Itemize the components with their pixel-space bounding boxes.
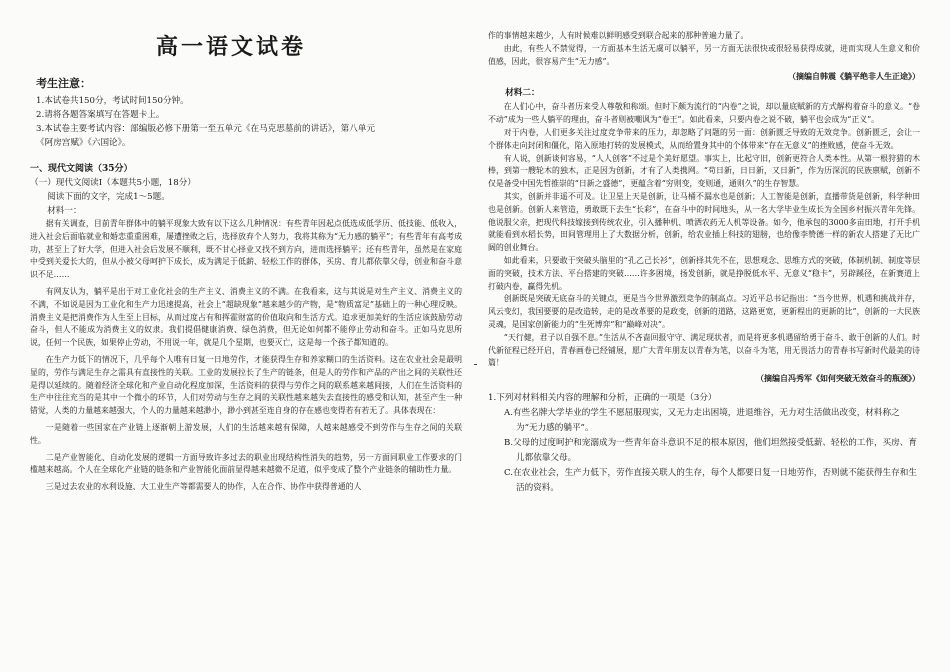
reading-instruction: 阅读下面的文字，完成1～5题。 <box>47 192 170 202</box>
material-paragraph: 如此看来，只要敢于突破头脑里的“孔乙己长衫”，创新择其先不在，思想观念、思维方式的突破，体制机制、制度等层面的突破，技术方法、平台搭建的突破……许多困境，扬发创新，就是挣脱低水平、无意义“稳卡”，另辟蹊径，在新赛道上打破内卷，赢得先机。 <box>488 255 920 291</box>
material-paragraph: 有人说，创新谈何容易，“人人创客”不过是个美好愿望。事实上，比起守旧，创新更符合人类本性。从第一根狩猎的木棒，到第一艘轮木的独木，正是因为创新，才有了人类携网。“苟日新，日日新，又日新”，作为历深沉的民族禀赋，创新不仅是备受中国先哲推崇的“日新之盛德”，更蕴含着“穷则变，变则通，通则久”的生存智慧。 <box>488 153 920 189</box>
material-paragraph: 由此，有些人不禁觉得，一方面基本生活无虞可以躺平，另一方面无法很快或很轻易获得成就，进而实现人生意义和价值感，因此，很容易产生“无力感”。 <box>488 43 920 66</box>
material-label: 材料二： <box>505 88 540 99</box>
question-stem: 1.下列对材料相关内容的理解和分析，正确的一项是（3分） <box>488 393 717 404</box>
subsection-heading: （一）现代文阅读Ⅰ（本题共5小题，18分） <box>30 178 196 188</box>
material-paragraph: 创新既是突破无底奋斗的关键点，更是当今世界激烈竞争的制高点。习近平总书记指出：“当今世界，机遇和挑战并存，风云变幻，我国要要的是改造转，走的是改革要的是政变，创新的道路，这路更宽，更新程出的更新的比”，创新的一大民族灵魂，是国家创新能力的“生死博弈”和“巅峰对决”。 <box>488 294 920 329</box>
question-option: C.在农业社会，生产力低下，劳作直接关联人的生存，每个人都要日复一日地劳作，否则就不能获得生存和生活的资料。 <box>504 468 917 494</box>
question-option: A.有些名牌大学毕业的学生不愿屈服现实，又无力走出困境，进退维谷，无力对生活做出改变，材料称之为“无力感的躺平”。 <box>504 408 900 434</box>
material-paragraph: 据有关调查，目前青年群体中的躺平现象大致有以下这么几种情况：有些青年因起点低选成低学历、低技能、低收入，进入社会后面临就业和婚恋重重困难，屡遭挫败之后，选择放弃个人努力，我将其称为“无力感的躺平”；有些青年有高考成功，甚至上了好大学，但进入社会后发展不顺利，既不甘心择业又找不到方向，进而选择躺平；还有些青年，虽然是在家庭中受到关爱长大的，但从小被父母呵护下成长，成为满足于低薪、轻松工作的群体，买房、育儿都依靠父母，创业和奋斗意识不足…… <box>30 219 462 280</box>
material-paragraph: 对于内卷，人们更多关注过度竞争带来的压力，却忽略了问题的另一面：创新匮乏导致的无效竞争。创新匮乏，会让一个群体走向封闭和僵化，陷入原地打转的发展模式，从而给置身其中的个体带来“存在无意义”的挫败感，使奋斗无效。 <box>488 127 920 150</box>
left-column <box>30 0 462 494</box>
notice-line: 1.本试卷共150分，考试时间150分钟。 <box>36 96 189 106</box>
source-citation: （摘编自韩震《躺平绝非人生正途》） <box>788 71 920 82</box>
notice-line: 《阿房宫赋》《六国论》。 <box>36 138 131 148</box>
material-paragraph: 作的事情越来越少，人有时候难以鲜明感受到联合起来的那种普遍力量了。 <box>488 31 749 40</box>
material-paragraph: 有网友认为，躺平是出于对工业化社会的生产主义、消费主义的不满。在我看来，这与其说是对生产主义、消费主义的不满，不如说是因为工业化和生产力迅速提高，社会上“超缺现象”越来越少的产物，是“物质富足”基础上的一种心理反映。消费主义是把消费作为人生至上目标，从而过度占有和挥霍财富的价值取向和生活方式。追求更加美好的生活应该鼓励劳动奋斗，但人不能成为消费主义的奴隶。我们提倡健康消费、绿色消费，但无论如何都不能停止劳动和奋斗。正如马克思所说，任何一个民族，如果停止劳动，不用说一年，就是几个星期，也要灭亡，这是每一个孩子都知道的。 <box>30 286 462 348</box>
right-column <box>488 30 920 496</box>
material-paragraph: 二是产业智能化、自动化发展的逻辑一方面导致许多过去的职业出现结构性消失的趋势，另一方面同职业工作要求的门槛越来越高。个人在全球化产业链的链条和产业智能化面前显得越来越微不足道，似乎变成了整个产业链条的辅助性力量。 <box>30 452 462 475</box>
source-citation: （摘编自冯秀军《如何突破无效奋斗的瓶颈》） <box>756 373 920 384</box>
exam-title: 高一语文试卷 <box>155 34 306 60</box>
notice-line: 3.本试卷主要考试内容：部编版必修下册第一至五单元《在马克思墓前的讲话》，第八单元 <box>36 124 376 134</box>
material-paragraph: 在生产力低下的情况下，几乎每个人唯有日复一日地劳作，才能获得生存和养家糊口的生活资料。这在农业社会是最明显的，劳作与满足生存之需具有直接性的关联。工业的发展拉长了生产的链条，但是人的劳作和产品的产出之间的关联性还是得以延续的。随着经济全球化和产业自动化程度加深，生活资料的获得与劳作之间的联系越来越间接，人们在生活资料的生产中往往充当的是其中一个微小的环节，人们对劳动与生存之间的关联性越来越失去直接性的感受和认知，甚至产生一种错觉，人类的力量越来越强大，个人的力量越来越渺小，渺小到甚至连自身的存在感也变得若有若无了。具体表现在： <box>30 354 462 416</box>
question-option: B.父母的过度呵护和宠溺成为一些青年奋斗意识不足的根本原因，他们坦然接受低薪、轻松的工作，买房、育儿都依靠父母。 <box>504 438 917 464</box>
material-paragraph: 其实，创新并非遥不可及。让卫星上天是创新，让马桶不漏水也是创新；人工智能是创新，直播带货是创新，科学种田也是创新。创新人来管造，勇敢既下去生“长彩”，在奋斗中的时间地头，从一名大学毕业生成长为全国乡村振兴青年先锋。他说服父亲，把现代科技嫁接到传统农业，引入播种机、喷洒农药无人机等设备。如今，他承包的3000多亩田地，打开手机就能看到水稻长势，田间管理用上了大数据分析，创新，给农业插上科技的翅膀，也给像李赞德一样的新农人搭建了无比广阔的创业舞台。 <box>488 191 920 253</box>
notice-heading: 考生注意： <box>36 77 91 90</box>
material-paragraph: 三是过去农业的水利设施、大工业生产等都需要人的协作，人在合作、协作中获得普通的人 <box>45 482 362 492</box>
notice-line: 2.请将各题答案填写在答题卡上。 <box>36 110 165 120</box>
section-heading: 一、现代文阅读（35分） <box>30 164 133 174</box>
material-label: 材料一： <box>47 206 82 216</box>
material-paragraph: “天行健，君子以自强不息。”生活从不吝啬回报守守、满足现状者，而是将更多机遇留给勇于奋斗、敢于创新的人们。时代新征程已经开启，青春画卷已经铺展，愿广大青年朋友以青春为笔，以奋斗为笔，用无畏活力的青春书写新时代最美的诗篇！ <box>488 332 920 368</box>
material-paragraph: 在人们心中，奋斗者历来受人尊敬和称颂。但时下颇为流行的“内卷”之说，却以量底赋新的方式解构着奋斗的意义。“卷不动”成为一些人躺平的理由，奋斗者则被嘲讽为“卷王”。如此看来，只要内卷之说不破，躺平也会成为“正义”。 <box>488 102 920 125</box>
page-fold-mark <box>474 364 477 365</box>
material-paragraph: 一是随着一些国家在产业链上逐渐朝上游发展，人们的生活越来越有保障，人越来越感受不到劳作与生存之间的关联性。 <box>30 422 462 445</box>
exam-notice <box>30 75 462 150</box>
